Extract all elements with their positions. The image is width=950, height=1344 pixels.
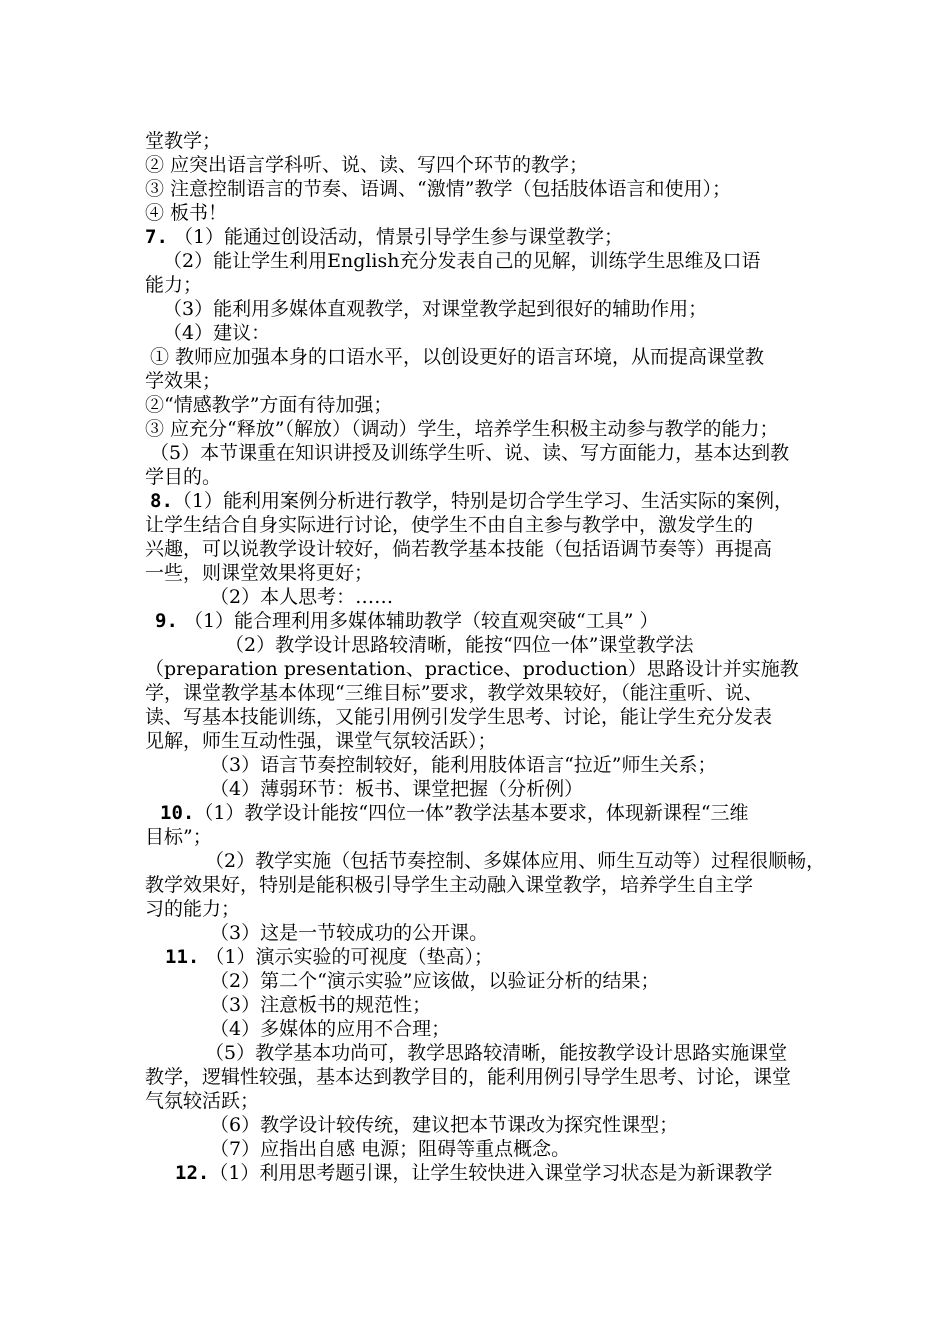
text-line: 教学效果好，特别是能积极引导学生主动融入课堂教学，培养学生自主学 <box>145 874 754 896</box>
text-line: 让学生结合自身实际进行讨论，使学生不由自主参与教学中，激发学生的 <box>145 514 754 536</box>
text-line: 能力； <box>145 274 203 296</box>
text-line: （5）本节课重在知识讲授及训练学生听、说、读、写方面能力，基本达到教 <box>150 442 790 464</box>
text-line: ③ 应充分“释放”（解放）（调动）学生，培养学生积极主动参与教学的能力； <box>145 418 779 440</box>
section-7-line: 7. （1）能通过创设活动，情景引导学生参与课堂教学； <box>145 226 624 248</box>
text-line: （2）能让学生利用English充分发表自己的见解，训练学生思维及口语 <box>163 250 761 272</box>
text-line: （7）应指出自感 电源；阻碍等重点概念。 <box>210 1138 571 1160</box>
section-12-line: 12.（1）利用思考题引课，让学生较快进入课堂学习状态是为新课教学 <box>175 1162 773 1184</box>
text-line: （preparation presentation、practice、production）思路设计并实施教 <box>145 658 799 680</box>
text-line: 一些，则课堂效果将更好； <box>145 562 374 584</box>
section-number: 8. <box>150 490 173 512</box>
section-number: 12. <box>175 1162 210 1184</box>
text-line: （4）薄弱环节：板书、课堂把握（分析例） <box>210 778 584 800</box>
text-line: （4）建议： <box>163 322 271 344</box>
text-line: （3）能利用多媒体直观教学，对课堂教学起到很好的辅助作用； <box>163 298 708 320</box>
text-line: （3）语言节奏控制较好，能利用肢体语言“拉近”师生关系； <box>210 754 717 776</box>
text-line: （5）教学基本功尚可，教学思路较清晰，能按教学设计思路实施课堂 <box>205 1042 788 1064</box>
text-line: 学效果； <box>145 370 222 392</box>
text-line: （3）这是一节较成功的公开课。 <box>210 922 489 944</box>
text-line: ① 教师应加强本身的口语水平，以创设更好的语言环境，从而提高课堂教 <box>150 346 765 368</box>
text-line: 目标”； <box>145 826 212 848</box>
text-line: 兴趣，可以说教学设计较好，倘若教学基本技能（包括语调节奏等）再提高 <box>145 538 773 560</box>
section-number: 7. <box>145 226 168 248</box>
section-9-line: 9. （1）能合理利用多媒体辅助教学（较直观突破“工具” ） <box>155 610 659 632</box>
section-number: 10. <box>160 802 195 824</box>
text-line: ④ 板书！ <box>145 202 228 224</box>
text-line: 见解，师生互动性强，课堂气氛较活跃）； <box>145 730 497 752</box>
section-10-line: 10.（1）教学设计能按“四位一体”教学法基本要求，体现新课程“三维 <box>160 802 749 824</box>
text-line: （2）教学实施（包括节奏控制、多媒体应用、师生互动等）过程很顺畅， <box>205 850 826 872</box>
text-line: （2）本人思考：…… <box>210 586 394 608</box>
section-number: 9. <box>155 610 178 632</box>
text-line: （2）第二个“演示实验”应该做，以验证分析的结果； <box>210 970 660 992</box>
text-line: （2）教学设计思路较清晰，能按“四位一体”课堂教学法 <box>225 634 694 656</box>
section-number: 11. <box>165 946 200 968</box>
text-line: 读、写基本技能训练，又能引用例引发学生思考、讨论，能让学生充分发表 <box>145 706 773 728</box>
text-line: （4）多媒体的应用不合理； <box>210 1018 451 1040</box>
text-line: （3）注意板书的规范性； <box>210 994 432 1016</box>
text-line: 学，课堂教学基本体现“三维目标”要求，教学效果较好，（能注重听、说、 <box>145 682 763 704</box>
text-line: 教学，逻辑性较强，基本达到教学目的，能利用例引导学生思考、讨论，课堂 <box>145 1066 792 1088</box>
text-line: ③ 注意控制语言的节奏、语调、“激情”教学（包括肢体语言和使用）； <box>145 178 731 200</box>
section-8-line: 8.（1）能利用案例分析进行教学，特别是切合学生学习、生活实际的案例， <box>150 490 793 512</box>
text-line: 堂教学； <box>145 130 222 152</box>
text-line: （6）教学设计较传统，建议把本节课改为探究性课型； <box>210 1114 679 1136</box>
text-line: 习的能力； <box>145 898 241 920</box>
text-line: ② 应突出语言学科听、说、读、写四个环节的教学； <box>145 154 589 176</box>
text-line: 学目的。 <box>145 466 222 488</box>
section-11-line: 11. （1）演示实验的可视度（垫高）； <box>165 946 493 968</box>
text-line: ②“情感教学”方面有待加强； <box>145 394 393 416</box>
text-line: 气氛较活跃； <box>145 1090 260 1112</box>
